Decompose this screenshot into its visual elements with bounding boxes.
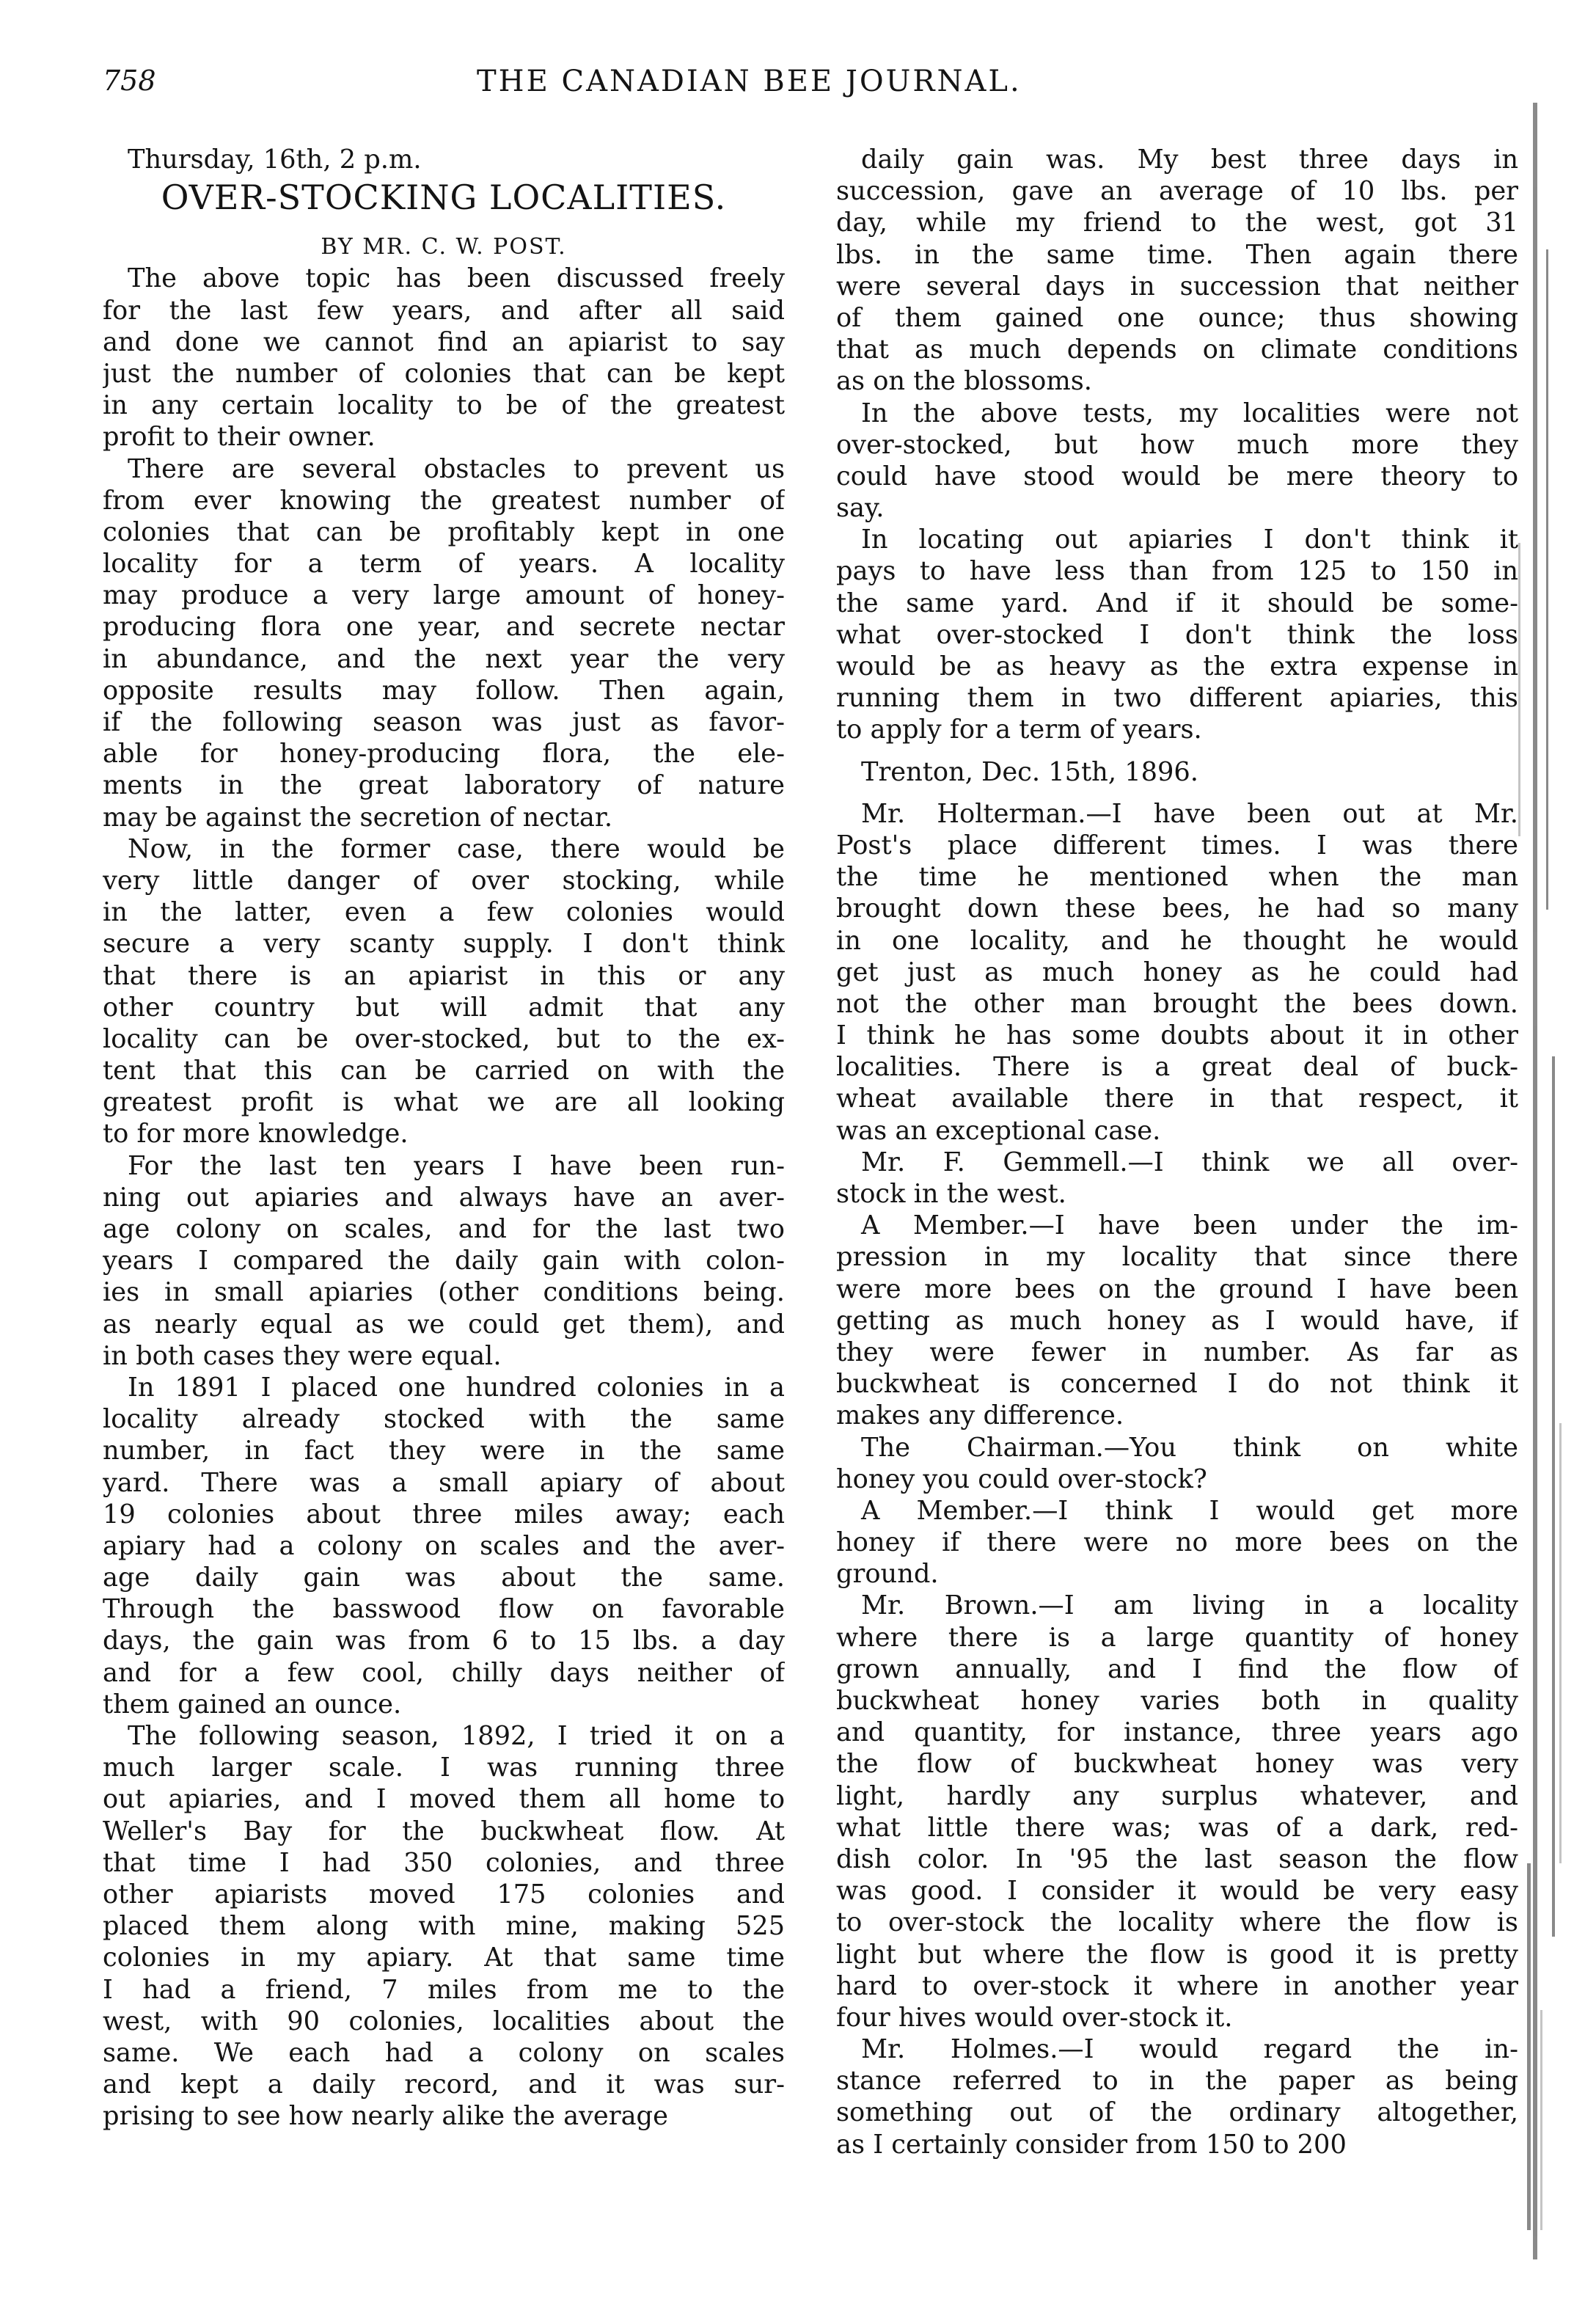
text-line: locality already stocked with the same bbox=[103, 1404, 785, 1435]
article-title: OVER-STOCKING LOCALITIES. bbox=[161, 178, 727, 218]
text-line: was an exceptional case. bbox=[836, 1115, 1161, 1146]
text-line: was good. I consider it would be very easy bbox=[836, 1876, 1518, 1907]
text-line: that there is an apiarist in this or any bbox=[103, 960, 785, 991]
text-line: secure a very scanty supply. I don't think bbox=[103, 929, 785, 960]
text-line: were several days in succession that neither bbox=[836, 271, 1518, 302]
left-column bbox=[103, 144, 785, 2132]
text-line: Mr. Brown.—I am living in a locality bbox=[861, 1590, 1518, 1621]
text-line: brought down these bees, he had so many bbox=[836, 894, 1518, 924]
text-line: to apply for a term of years. bbox=[836, 715, 1202, 745]
text-line: running them in two different apiaries, this bbox=[836, 683, 1518, 714]
text-line: age colony on scales, and for the last two bbox=[103, 1214, 785, 1244]
text-line: years I compared the daily gain with colon- bbox=[103, 1246, 785, 1276]
text-line: succession, gave an average of 10 lbs. per bbox=[836, 176, 1518, 207]
text-line: For the last ten years I have been run- bbox=[128, 1150, 785, 1181]
text-line: that time I had 350 colonies, and three bbox=[103, 1847, 785, 1878]
text-line: as on the blossoms. bbox=[836, 366, 1092, 397]
page-header bbox=[103, 65, 1144, 109]
text-line: stock in the west. bbox=[836, 1179, 1066, 1209]
text-line: over-stocked, but how much more they bbox=[836, 429, 1518, 460]
text-line: buckwheat honey varies both in quality bbox=[836, 1686, 1518, 1716]
text-line: makes any difference. bbox=[836, 1400, 1124, 1431]
text-line: colonies in my apiary. At that same time bbox=[103, 1943, 785, 1973]
text-line: The above topic has been discussed freely bbox=[128, 263, 785, 294]
text-line: to over-stock the locality where the flow is bbox=[836, 1907, 1518, 1938]
text-line: them gained an ounce. bbox=[103, 1689, 402, 1720]
spacer bbox=[836, 788, 1518, 798]
text-line: and quantity, for instance, three years ago bbox=[836, 1717, 1518, 1748]
text-line: say. bbox=[836, 493, 885, 524]
text-line: stance referred to in the paper as being bbox=[836, 2066, 1518, 2097]
text-line: In the above tests, my localities were not bbox=[861, 398, 1518, 428]
text-line: were more bees on the ground I have been bbox=[836, 1274, 1518, 1304]
text-line: and kept a daily record, and it was sur- bbox=[103, 2069, 785, 2100]
text-line: not the other man brought the bees down. bbox=[836, 988, 1518, 1019]
text-line: of them gained one ounce; thus showing bbox=[836, 302, 1518, 333]
text-line: in the latter, even a few colonies would bbox=[103, 897, 785, 928]
text-line: in abundance, and the next year the very bbox=[103, 643, 785, 674]
text-line: yard. There was a small apiary of about bbox=[103, 1467, 785, 1498]
text-line: days, the gain was from 6 to 15 lbs. a day bbox=[103, 1626, 785, 1656]
text-line: ground. bbox=[836, 1559, 939, 1590]
text-line: very little danger of over stocking, while bbox=[103, 865, 785, 896]
text-line: daily gain was. My best three days in bbox=[861, 145, 1518, 175]
text-line: get just as much honey as he could had bbox=[836, 957, 1518, 987]
binding-edge-shadow bbox=[1511, 103, 1577, 2259]
text-line: localities. There is a great deal of buck- bbox=[836, 1052, 1518, 1083]
text-line: they were fewer in number. As far as bbox=[836, 1337, 1518, 1367]
text-line: light but where the flow is good it is pretty bbox=[836, 1939, 1518, 1970]
text-line: from ever knowing the greatest number of bbox=[103, 485, 785, 516]
text-line: ning out apiaries and always have an aver- bbox=[103, 1182, 785, 1213]
text-line: opposite results may follow. Then again, bbox=[103, 675, 785, 706]
text-line: in both cases they were equal. bbox=[103, 1340, 502, 1371]
text-line: what little there was; was of a dark, red- bbox=[836, 1812, 1518, 1843]
text-line: hard to over-stock it where in another year bbox=[836, 1970, 1518, 2001]
text-line: light, hardly any surplus whatever, and bbox=[836, 1780, 1518, 1811]
text-line: in any certain locality to be of the greatest bbox=[103, 390, 785, 421]
text-line: pays to have less than from 125 to 150 in bbox=[836, 556, 1518, 587]
text-line: wheat available there in that respect, it bbox=[836, 1084, 1518, 1114]
text-line: 19 colonies about three miles away; each bbox=[103, 1499, 785, 1530]
text-line: something out of the ordinary altogether, bbox=[836, 2097, 1518, 2128]
text-line: four hives would over-stock it. bbox=[836, 2002, 1233, 2033]
text-line: producing flora one year, and secrete nectar bbox=[103, 612, 785, 643]
article-body-continued bbox=[836, 144, 1518, 746]
text-line: grown annually, and I find the flow of bbox=[836, 1654, 1518, 1684]
text-line: Now, in the former case, there would be bbox=[128, 833, 785, 864]
text-line: would be as heavy as the extra expense in bbox=[836, 651, 1518, 682]
text-line: Mr. Holmes.—I would regard the in- bbox=[861, 2034, 1518, 2065]
right-column bbox=[836, 144, 1518, 2160]
text-line: able for honey-producing flora, the ele- bbox=[103, 739, 785, 770]
text-line: and done we cannot find an apiarist to say bbox=[103, 326, 785, 357]
text-line: Mr. F. Gemmell.—I think we all over- bbox=[861, 1147, 1518, 1177]
text-line: the flow of buckwheat honey was very bbox=[836, 1749, 1518, 1780]
text-line: out apiaries, and I moved them all home to bbox=[103, 1784, 785, 1815]
page-number: 758 bbox=[103, 65, 156, 97]
text-line: dish color. In '95 the last season the flow bbox=[836, 1844, 1518, 1874]
text-line: could have stood would be mere theory to bbox=[836, 461, 1518, 492]
text-line: The Chairman.—You think on white bbox=[861, 1432, 1518, 1463]
text-line: A Member.—I think I would get more bbox=[861, 1495, 1518, 1526]
text-line: lbs. in the same time. Then again there bbox=[836, 239, 1518, 270]
text-line: the time he mentioned when the man bbox=[836, 862, 1518, 893]
text-line: the same yard. And if it should be some- bbox=[836, 588, 1518, 618]
text-line: in one locality, and he thought he would bbox=[836, 925, 1518, 956]
text-line: apiary had a colony on scales and the aver- bbox=[103, 1530, 785, 1561]
article-byline: BY MR. C. W. POST. bbox=[321, 234, 567, 260]
text-line: where there is a large quantity of honey bbox=[836, 1622, 1518, 1653]
text-line: profit to their owner. bbox=[103, 422, 376, 453]
text-line: as I certainly consider from 150 to 200 bbox=[836, 2129, 1347, 2160]
text-line: west, with 90 colonies, localities about the bbox=[103, 2006, 785, 2036]
text-line: There are several obstacles to prevent us bbox=[128, 453, 785, 484]
article-signoff: Trenton, Dec. 15th, 1896. bbox=[861, 756, 1198, 787]
text-line: ies in small apiaries (other conditions being. bbox=[103, 1277, 785, 1308]
text-line: tent that this can be carried on with the bbox=[103, 1056, 785, 1086]
text-line: In locating out apiaries I don't think it bbox=[861, 525, 1518, 555]
text-line: as nearly equal as we could get them), and bbox=[103, 1309, 785, 1340]
text-line: Through the basswood flow on favorable bbox=[103, 1594, 785, 1625]
text-line: day, while my friend to the west, got 31 bbox=[836, 208, 1518, 238]
text-line: ments in the great laboratory of nature bbox=[103, 770, 785, 801]
text-line: if the following season was just as favor- bbox=[103, 707, 785, 737]
text-line: Post's place different times. I was there bbox=[836, 830, 1518, 860]
text-line: other apiarists moved 175 colonies and bbox=[103, 1879, 785, 1910]
text-line: The following season, 1892, I tried it on a bbox=[128, 1721, 785, 1751]
journal-title: THE CANADIAN BEE JOURNAL. bbox=[477, 65, 1022, 98]
text-line: buckwheat is concerned I do not think it bbox=[836, 1369, 1518, 1400]
text-line: to for more knowledge. bbox=[103, 1119, 409, 1150]
text-line: locality for a term of years. A locality bbox=[103, 549, 785, 580]
article-dateline: Thursday, 16th, 2 p.m. bbox=[128, 145, 422, 175]
text-line: Weller's Bay for the buckwheat flow. At bbox=[103, 1816, 785, 1846]
spacer bbox=[836, 746, 1518, 756]
text-line: age daily gain was about the same. bbox=[103, 1563, 785, 1593]
text-line: may produce a very large amount of honey- bbox=[103, 580, 785, 611]
text-line: what over-stocked I don't think the loss bbox=[836, 619, 1518, 650]
text-line: getting as much honey as I would have, if bbox=[836, 1305, 1518, 1336]
text-line: prising to see how nearly alike the average bbox=[103, 2101, 668, 2132]
article-body bbox=[103, 263, 785, 2132]
text-line: I think he has some doubts about it in other bbox=[836, 1020, 1518, 1051]
text-line: same. We each had a colony on scales bbox=[103, 2037, 785, 2068]
text-line: greatest profit is what we are all looking bbox=[103, 1087, 785, 1118]
text-line: for the last few years, and after all said bbox=[103, 295, 785, 326]
text-line: I had a friend, 7 miles from me to the bbox=[103, 1974, 785, 2005]
discussion-section bbox=[836, 798, 1518, 2160]
text-line: may be against the secretion of nectar. bbox=[103, 802, 613, 833]
text-line: A Member.—I have been under the im- bbox=[861, 1210, 1518, 1241]
text-line: much larger scale. I was running three bbox=[103, 1753, 785, 1783]
text-line: pression in my locality that since there bbox=[836, 1242, 1518, 1273]
text-line: colonies that can be profitably kept in one bbox=[103, 516, 785, 547]
text-line: honey you could over-stock? bbox=[836, 1464, 1207, 1494]
text-line: Mr. Holterman.—I have been out at Mr. bbox=[861, 798, 1518, 829]
text-line: and for a few cool, chilly days neither of bbox=[103, 1657, 785, 1688]
text-line: just the number of colonies that can be kept bbox=[103, 358, 785, 389]
text-line: that as much depends on climate conditions bbox=[836, 335, 1518, 365]
text-line: other country but will admit that any bbox=[103, 992, 785, 1023]
text-line: locality can be over-stocked, but to the ex- bbox=[103, 1023, 785, 1054]
text-line: In 1891 I placed one hundred colonies in a bbox=[128, 1372, 785, 1403]
text-line: honey if there were no more bees on the bbox=[836, 1527, 1518, 1558]
text-line: placed them along with mine, making 525 bbox=[103, 1911, 785, 1942]
text-line: number, in fact they were in the same bbox=[103, 1436, 785, 1466]
